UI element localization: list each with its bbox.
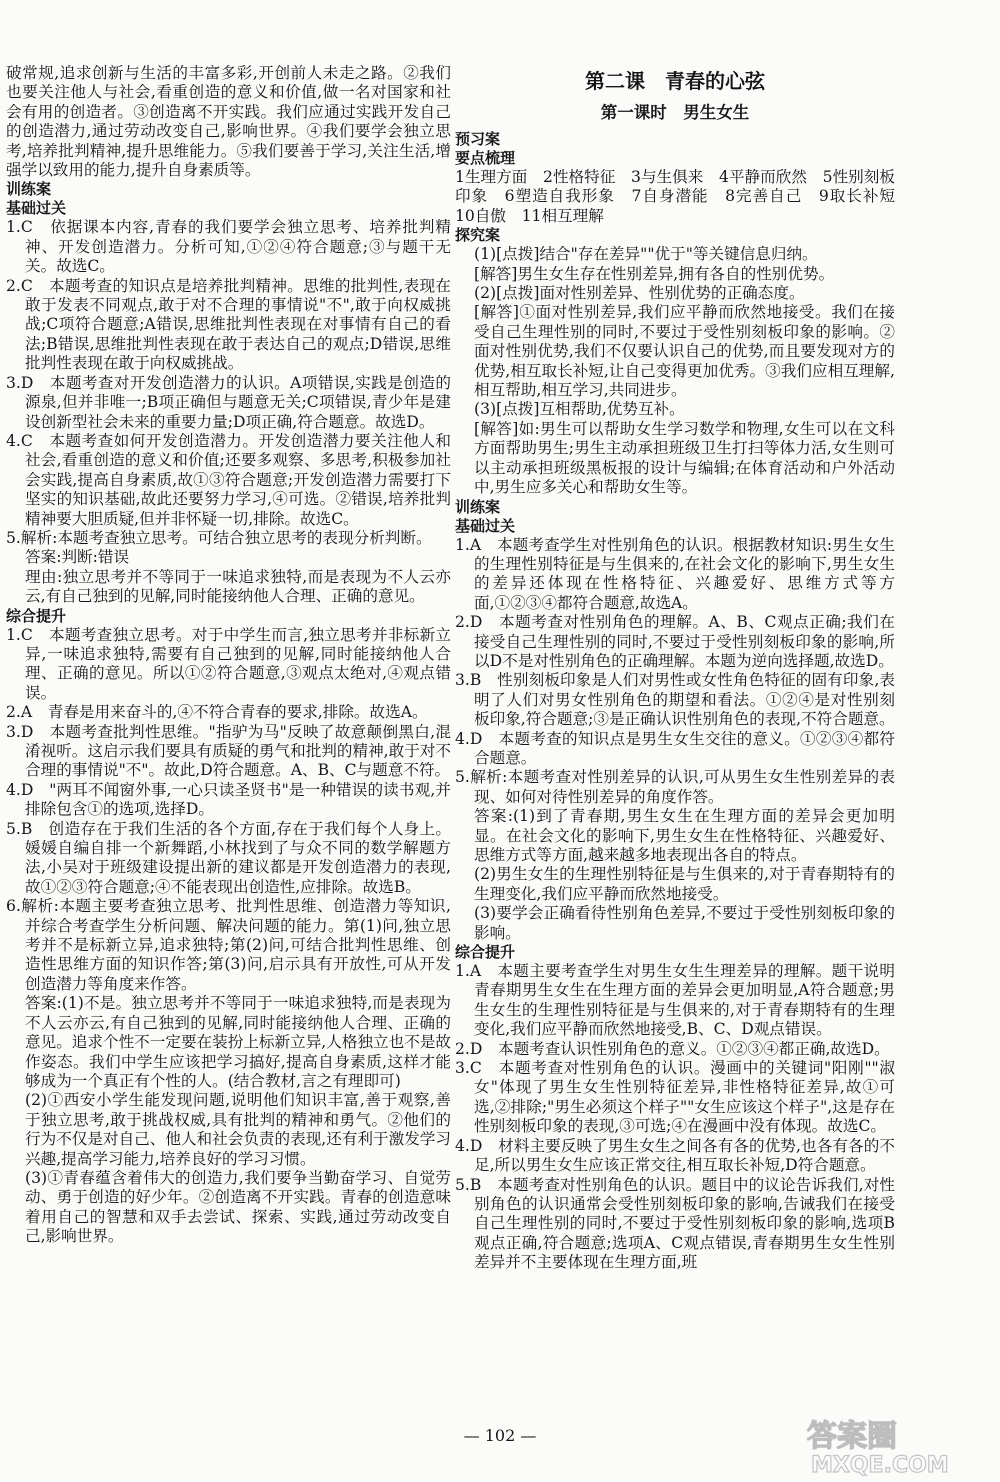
paragraph: 4.C 本题考查如何开发创造潜力。开发创造潜力要关注他人和社会,看重创造的意义和价值;还要多观察、多思考,积极参加社会实践,提高自身素质,故①③符合题意;开发创造潜力需要打下坚实的知识基础,故此还要努力学习,④可选。②错误,培养批判精神要大胆质疑,但并非怀疑一切,排除。故选C。 — [6, 431, 451, 528]
paragraph: 5.B 本题考查对性别角色的认识。题目中的议论告诉我们,对性别角色的认识通常会受性别刻板印象的影响,告诫我们在接受自己生理性别的同时,不要过于受性别刻板印象的影响,选项B观点正确,符合题意;选项A、C观点错误,青春期男生女生性别差异并不主要体现在生理方面,班 — [455, 1175, 895, 1272]
paragraph: [解答]①面对性别差异,我们应平静而欣然地接受。我们在接受自己生理性别的同时,不要过于受性别刻板印象的影响。②面对性别优势,我们不仅要认识自己的优势,而且要发现对方的优势,相互取长补短,让自己变得更加优秀。③我们应相互理解,相互帮助,相互学习,共同进步。 — [474, 303, 895, 400]
paragraph: 4.D 本题考查的知识点是男生女生交往的意义。①②③④都符合题意。 — [455, 729, 895, 767]
paragraph: 3.B 性别刻板印象是人们对男性或女性角色特征的固有印象,表明了人们对男女性别角色的期望和看法。①②④是对性别刻板印象,符合题意;③是正确认识性别角色的表现,不符合题意。 — [455, 671, 895, 729]
paragraph: 5.解析:本题考查独立思考。可结合独立思考的表现分析判断。 — [6, 528, 432, 547]
paragraph: (3)要学会正确看待性别角色差异,不要过于受性别刻板印象的影响。 — [474, 904, 895, 942]
left-column — [6, 64, 451, 1247]
section-heading: 预习案 — [455, 130, 501, 148]
paragraph: 3.D 本题考查批判性思维。"指驴为马"反映了故意颠倒黑白,混淆视听。这启示我们要具有质疑的勇气和批判的精神,敢于对不合理的事情说"不"。故此,D符合题意。A、B、C与题意不符。 — [6, 722, 451, 780]
lesson-subtitle: 第一课时 男生女生 — [600, 103, 750, 122]
paragraph: (3)[点拨]互相帮助,优势互补。 — [474, 400, 685, 419]
paragraph: 5.B 创造存在于我们生活的各个方面,存在于我们每个人身上。媛媛自编自排一个新舞蹈,小林找到了与众不同的数学解题方法,小吴对于班级建设提出新的建议都是开发创造潜力的表现,故①②③符合题意;④不能表现出创造性,应排除。故选B。 — [6, 819, 451, 896]
section-heading: 探究案 — [455, 226, 501, 245]
section-heading: 综合提升 — [6, 606, 67, 625]
paragraph: 2.A 青春是用来奋斗的,④不符合青春的要求,排除。故选A。 — [6, 703, 428, 722]
paragraph: (2)①西安小学生能发现问题,说明他们知识丰富,善于观察,善于独立思考,敢于挑战权威,具有批判的精神和勇气。②他们的行为不仅是对自己、他人和社会负责的表现,还有利于激发学习兴趣,提高学习能力,培养良好的学习习惯。 — [25, 1091, 451, 1168]
section-heading: 综合提升 — [455, 943, 516, 962]
paragraph: [解答]如:男生可以帮助女生学习数学和物理,女生可以在文科方面帮助男生;男生主动承担班级卫生打扫等体力活,女生则可以主动承担班级黑板报的设计与编辑;在体育活动和户外活动中,男生应多关心和帮助女生等。 — [474, 419, 895, 497]
section-heading: 要点梳理 — [455, 149, 516, 167]
svg-text:MXQE.COM: MXQE.COM — [811, 1453, 949, 1478]
watermark-logo — [803, 1412, 993, 1478]
paragraph: (2)男生女生的生理性别特征是与生俱来的,对于青春期特有的生理变化,我们应平静而欣然地接受。 — [474, 865, 895, 903]
section-heading: 训练案 — [6, 180, 52, 199]
paragraph: 4.D 材料主要反映了男生女生之间各有各的优势,也各有各的不足,所以男生女生应该正常交往,相互取长补短,D符合题意。 — [455, 1136, 895, 1175]
paragraph: 1生理方面 2性格特征 3与生俱来 4平静而欣然 5性别刻板印象 6塑造自我形象 7自身潜能 8完善自己 9取长补短 10自傲 11相互理解 — [455, 168, 911, 225]
paragraph: (1)[点拨]结合"存在差异""优于"等关键信息归纳。 — [474, 245, 818, 264]
lesson-title: 第二课 青春的心弦 — [585, 69, 765, 93]
paragraph: 答案:(1)不是。独立思考并不等同于一味追求独特,而是表现为不人云亦云,有自己独到的见解,同时能接纳他人合理、正确的意见。追求个性不一定要在装扮上标新立异,人格独立也不是故作姿态。我们中学生应该把学习搞好,提高自身素质,这样才能够成为一个真正有个性的人。(结合教材,言之有理即可) — [25, 994, 451, 1090]
right-column — [455, 64, 911, 1273]
paragraph: [解答]男生女生存在性别差异,拥有各自的性别优势。 — [474, 264, 835, 283]
svg-text:答案圈: 答案圈 — [807, 1419, 897, 1454]
paragraph: 理由:独立思考并不等同于一味追求独特,而是表现为不人云亦云,有自己独到的见解,同时能接纳他人合理、正确的意见。 — [25, 567, 451, 606]
paragraph: 2.C 本题考查的知识点是培养批判精神。思维的批判性,表现在敢于发表不同观点,敢于对不合理的事情说"不",敢于向权威挑战;C项符合题意;A错误,思维批判性表现在对事情有自己的看法;B错误,思维批判性表现在敢于表达自己的观点;D错误,思维批判性表现在敢于向权威挑战。 — [6, 276, 451, 373]
paragraph: 5.解析:本题考查对性别差异的认识,可从男生女生性别差异的表现、如何对待性别差异的角度作答。 — [455, 768, 895, 806]
paragraph: 答案:判断:错误 — [25, 548, 130, 567]
paragraph: 1.A 本题主要考查学生对男生女生生理差异的理解。题干说明青春期男生女生在生理方面的差异会更加明显,A符合题意;男生女生的生理性别特征是与生俱来的,对于青春期特有的生理变化,我们应平静而欣然地接受,B、C、D观点错误。 — [455, 962, 895, 1039]
paragraph: 4.D "两耳不闻窗外事,一心只读圣贤书"是一种错误的读书观,并排除包含①的选项,选择D。 — [6, 780, 451, 819]
paragraph: 2.D 本题考查认识性别角色的意义。①②③④都正确,故选D。 — [455, 1039, 890, 1058]
paragraph: 破常规,追求创新与生活的丰富多彩,开创前人未走之路。②我们也要关注他人与社会,看重创造的意义和价值,做一名对国家和社会有用的创造者。③创造离不开实践。我们应通过实践开发自己的创造潜力,通过劳动改变自己,影响世界。④我们要学会独立思考,培养批判精神,提升思维能力。⑤我们要善于学习,关注生活,增强学以致用的能力,提升自身素质等。 — [6, 64, 451, 180]
paragraph: 1.A 本题考查学生对性别角色的认识。根据教材知识:男生女生的生理性别特征是与生俱来的,在社会文化的影响下,男生女生的差异还体现在性格特征、兴趣爱好、思维方式等方面,①②③④都符合题意,故选A。 — [455, 535, 895, 612]
paragraph: 1.C 本题考查独立思考。对于中学生而言,独立思考并非标新立异,一味追求独特,需要有自己独到的见解,同时能接纳他人合理、正确的意见。所以①②符合题意,③观点太绝对,④观点错误。 — [6, 625, 451, 702]
paragraph: (3)①青春蕴含着伟大的创造力,我们要争当勤奋学习、自觉劳动、勇于创造的好少年。②创造离不开实践。青春的创造意味着用自己的智慧和双手去尝试、探索、实践,通过劳动改变自己,影响世界。 — [25, 1168, 451, 1246]
paragraph: 1.C 依据课本内容,青春的我们要学会独立思考、培养批判精神、开发创造潜力。分析可知,①②④符合题意;③与题干无关。故选C。 — [6, 218, 451, 276]
section-heading: 基础过关 — [6, 199, 67, 218]
paragraph: 答案:(1)到了青春期,男生女生在生理方面的差异会更加明显。在社会文化的影响下,男生女生在性格特征、兴趣爱好、思维方式等方面,越来越多地表现出各自的特点。 — [474, 807, 895, 864]
paragraph: 3.D 本题考查对开发创造潜力的认识。A项错误,实践是创造的源泉,但并非唯一;B项正确但与题意无关;C项错误,青少年是建设创新型社会未来的重要力量;D项正确,符合题意。故选D。 — [6, 373, 451, 431]
section-heading: 训练案 — [455, 497, 501, 516]
page-number: — 102 — — [463, 1426, 537, 1445]
paragraph: (2)[点拨]面对性别差异、性别优势的正确态度。 — [474, 284, 805, 303]
section-heading: 基础过关 — [455, 516, 516, 535]
paragraph: 2.D 本题考查对性别角色的理解。A、B、C观点正确;我们在接受自己生理性别的同时,不要过于受性别刻板印象的影响,所以D不是对性别角色的正确理解。本题为逆向选择题,故选D。 — [455, 613, 895, 670]
paragraph: 3.C 本题考查对性别角色的认识。漫画中的关键词"阳刚""淑女"体现了男生女生性别特征差异,非性格特征差异,故①可选,②排除;"男生必须这个样子""女生应该这个样子",这是存在性别刻板印象的表现,③可选;④在漫画中没有体现。故选C。 — [455, 1059, 895, 1136]
paragraph: 6.解析:本题主要考查独立思考、批判性思维、创造潜力等知识,并综合考查学生分析问题、解决问题的能力。第(1)问,独立思考并不是标新立异,追求独特;第(2)问,可结合批判性思维、创造性思维方面的知识作答;第(3)问,启示具有开放性,可从开发创造潜力等角度来作答。 — [6, 897, 451, 993]
right-column-body — [455, 130, 911, 1273]
